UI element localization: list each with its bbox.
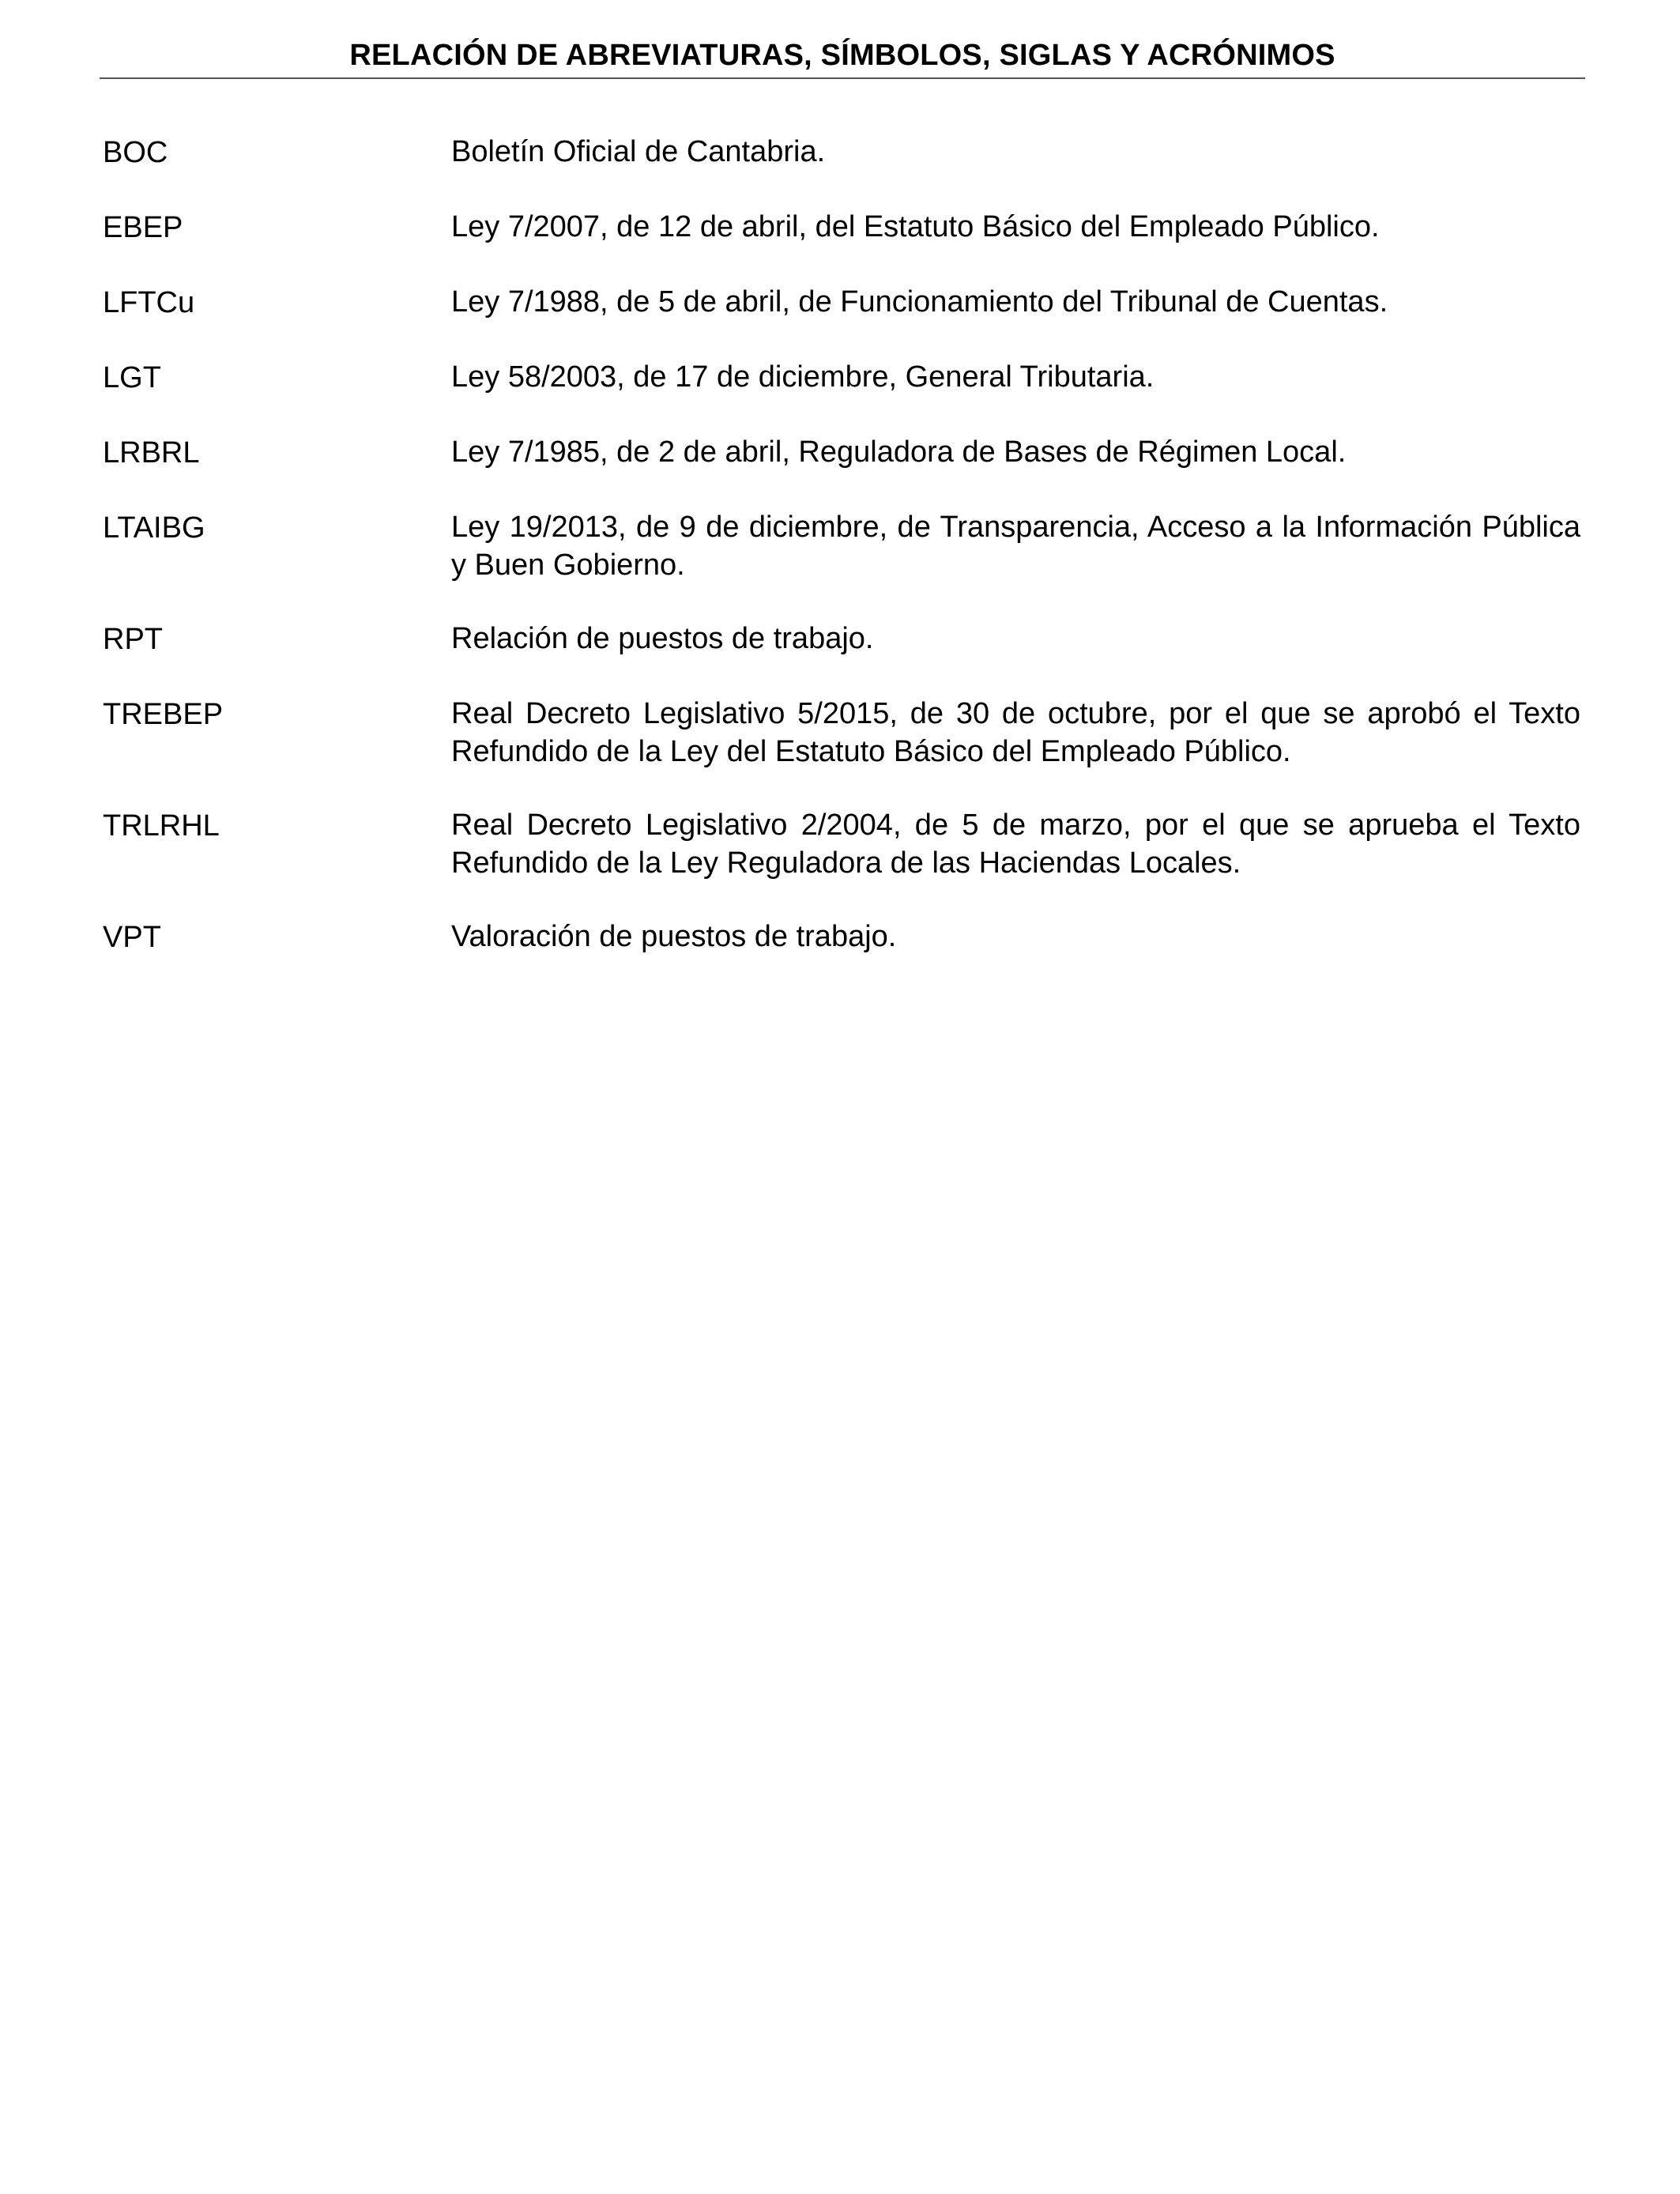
abbreviation-definition: Real Decreto Legislativo 2/2004, de 5 de marzo, por el que se aprueba el Texto Refundido de la Ley Reguladora de las Haciendas Locales. [451,809,1580,880]
abbreviation-term: BOC [103,136,168,169]
list-item [103,283,1580,322]
abbreviation-term: EBEP [103,211,183,244]
abbreviation-definition: Ley 19/2013, de 9 de diciembre, de Transparencia, Acceso a la Información Pública y Buen Gobierno. [451,511,1580,582]
list-item [103,433,1580,473]
list-item [103,358,1580,398]
abbreviation-definition: Ley 7/2007, de 12 de abril, del Estatuto Básico del Empleado Público. [451,210,1380,243]
abbreviation-term: TREBEP [103,698,224,731]
list-item [103,695,1580,771]
abbreviation-term: LFTCu [103,286,195,319]
page-title: RELACIÓN DE ABREVIATURAS, SÍMBOLOS, SIGLAS Y ACRÓNIMOS [349,39,1335,72]
list-item [103,806,1580,882]
abbreviation-term: TRLRHL [103,809,220,843]
abbreviation-definition: Ley 7/1985, de 2 de abril, Reguladora de Bases de Régimen Local. [451,435,1347,469]
abbreviation-definition: Ley 7/1988, de 5 de abril, de Funcionamiento del Tribunal de Cuentas. [451,285,1388,319]
abbreviation-definition: Ley 58/2003, de 17 de diciembre, General Tributaria. [451,360,1155,394]
abbreviation-list [103,133,1580,993]
list-item [103,508,1580,584]
abbreviation-definition: Valoración de puestos de trabajo. [451,920,897,953]
abbreviation-term: VPT [103,921,161,954]
abbreviation-term: LGT [103,361,161,394]
abbreviation-definition: Real Decreto Legislativo 5/2015, de 30 de octubre, por el que se aprobó el Texto Refundido de la Ley del Estatuto Básico del Empleado Público. [451,697,1580,768]
list-item [103,208,1580,247]
abbreviation-term: LRBRL [103,436,200,469]
list-item [103,620,1580,659]
abbreviation-term: RPT [103,623,163,656]
abbreviation-definition: Relación de puestos de trabajo. [451,622,874,655]
list-item [103,133,1580,172]
list-item [103,918,1580,957]
title-divider [100,77,1585,79]
abbreviation-term: LTAIBG [103,511,205,545]
abbreviation-definition: Boletín Oficial de Cantabria. [451,135,826,168]
